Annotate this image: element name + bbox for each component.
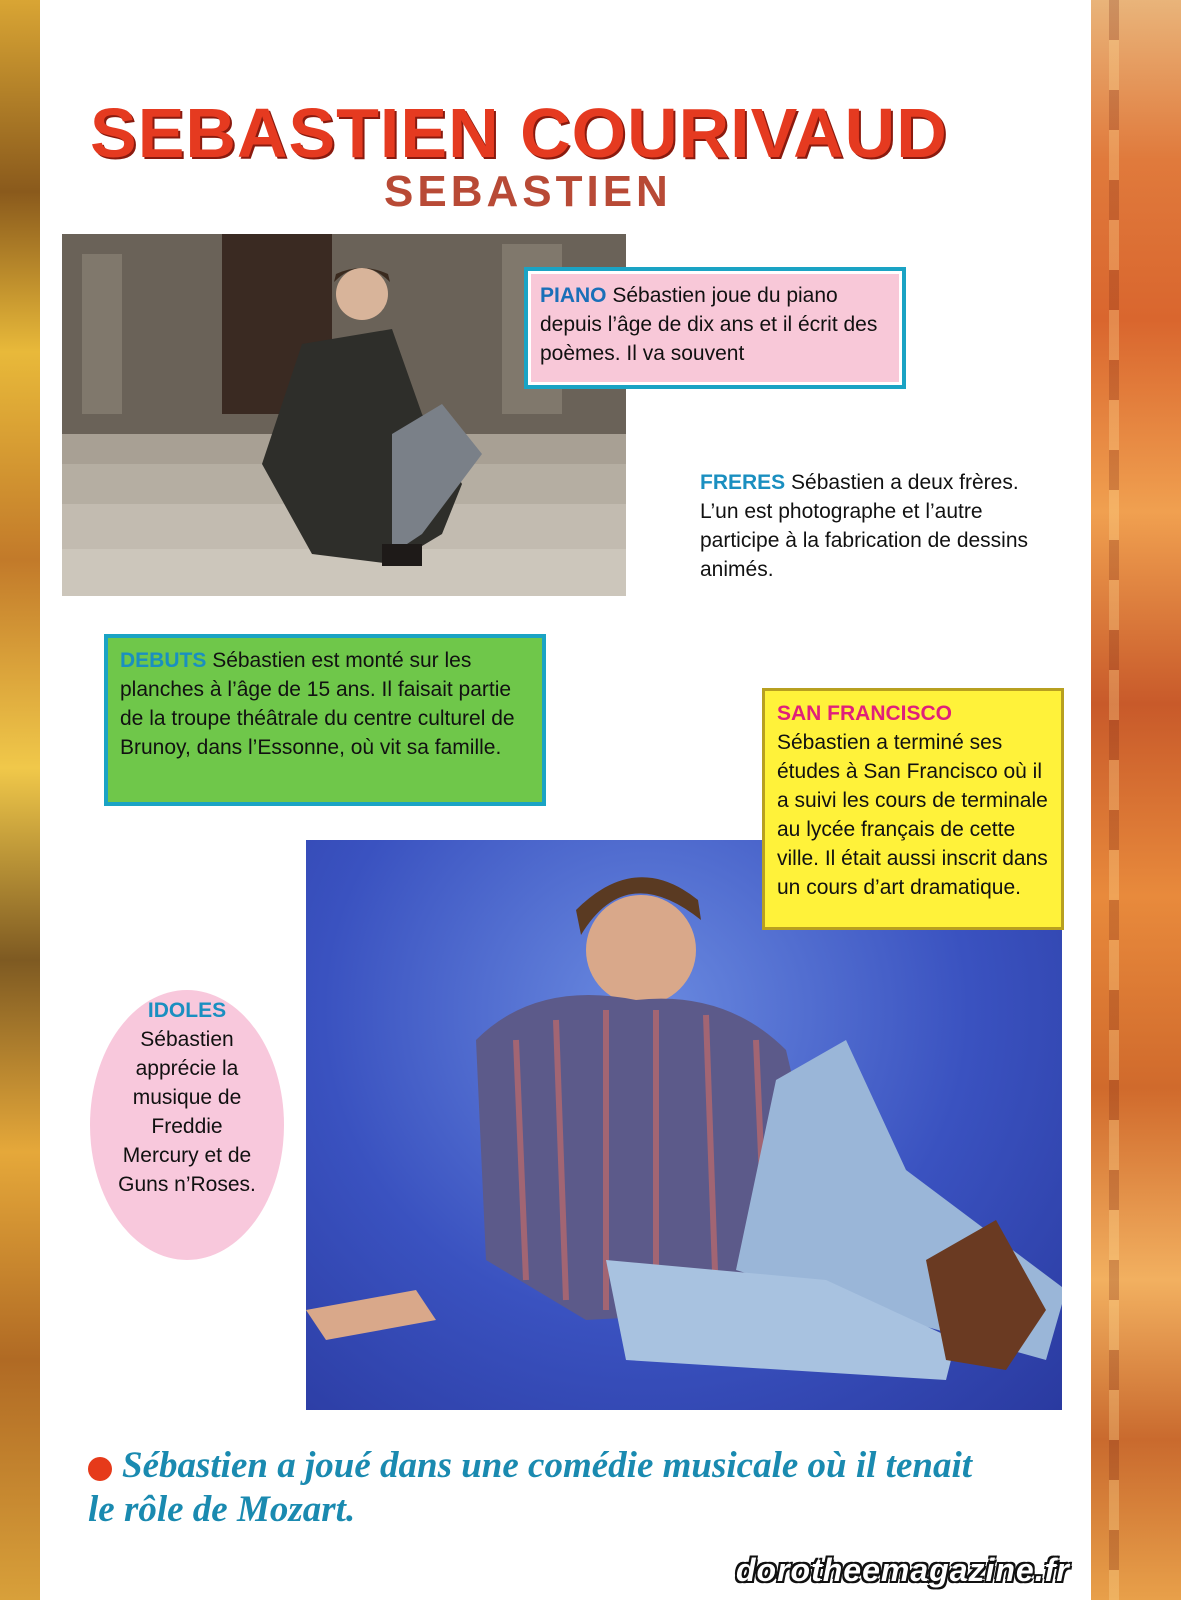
info-box-freres <box>700 468 1030 584</box>
info-box-san-francisco <box>762 688 1064 930</box>
decorative-border-right <box>1091 0 1181 1600</box>
debuts-heading: DEBUTS <box>120 649 207 672</box>
caption <box>88 1444 988 1532</box>
info-bubble-idoles <box>90 990 284 1260</box>
piano-text: Sébastien joue du piano depuis l’âge de dix ans et il écrit des poèmes. Il va souvent <box>540 284 878 365</box>
watermark: dorotheemagazine.fr <box>736 1552 1070 1588</box>
idoles-heading: IDOLES <box>147 999 227 1022</box>
san-francisco-heading: SAN FRANCISCO <box>777 702 953 725</box>
red-bullet-icon <box>88 1457 112 1481</box>
decorative-border-left <box>0 0 40 1600</box>
page-subtitle: SEBASTIEN <box>384 167 672 216</box>
piano-heading: PIANO <box>540 284 607 307</box>
info-box-piano <box>524 267 906 389</box>
idoles-text: Sébastien apprécie la musique de Freddie Mercury et de Guns n’Roses. <box>118 1028 256 1196</box>
freres-heading: FRERES <box>700 471 786 494</box>
page-title: SEBASTIEN COURIVAUD <box>90 94 948 172</box>
info-box-debuts <box>104 634 546 806</box>
caption-text: Sébastien a joué dans une comédie musicale où il tenait le rôle de Mozart. <box>88 1445 973 1530</box>
freres-text: Sébastien a deux frères. L’un est photographe et l’autre participe à la fabrication de dessins animés. <box>700 471 1029 581</box>
debuts-text: Sébastien est monté sur les planches à l’âge de 15 ans. Il faisait partie de la troupe théâtrale du centre culturel de Brunoy, dans l’Essonne, où vit sa famille. <box>120 649 515 759</box>
san-francisco-text: Sébastien a terminé ses études à San Francisco où il a suivi les cours de terminale au lycée français de cette ville. Il était aussi inscrit dans un cours d’art dramatique. <box>777 731 1048 899</box>
